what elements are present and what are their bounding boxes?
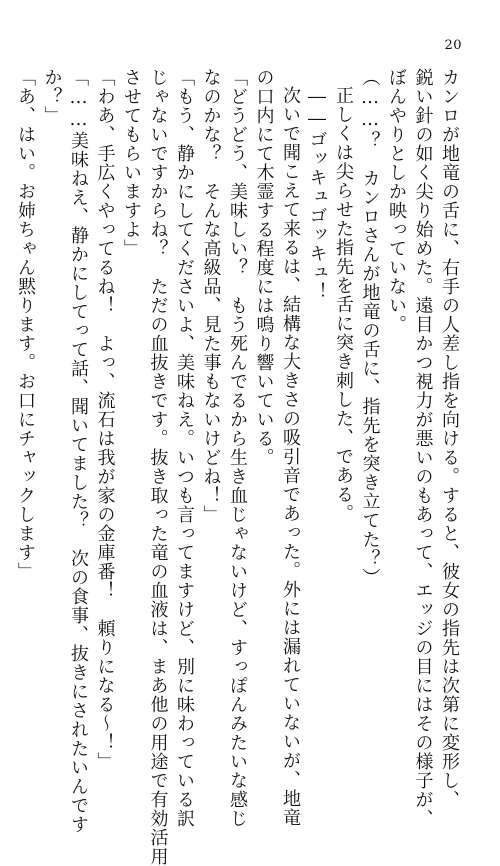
text-line: させてもらいますよ」	[121, 68, 142, 258]
text-line: ――ゴッキュゴッキュ！	[306, 86, 328, 301]
text-line: なのかな？ そんな高級品、見た事もないけどね！」	[200, 68, 222, 524]
text-line: の口内にて木霊する程度には鳴り響いている。	[253, 68, 275, 467]
text-line: じゃないですからね？ ただの血抜きです。抜き取った竜の血液は、まあ他の用途で有効活用	[147, 68, 169, 866]
text-line: 正しくは尖らせた指先を舌に突き刺した、である。	[333, 86, 354, 523]
text-line: 「もう、静かにしてくださいよ、美味ねえ。いつも言ってますけど、別に味わっている訳	[174, 68, 195, 828]
text-line: 「……美味ねえ、静かにしてって話、聞いてました？ 次の食事、抜きにされたいんです	[68, 68, 89, 834]
text-line: 「あ、はい。お姉ちゃん黙ります。お口にチャックします」	[15, 68, 36, 581]
text-line: 鋭い針の如く尖り始めた。遠目かつ視力が悪いのもあって、エッジの目にはその様子が、	[412, 68, 434, 828]
text-line: 「わあ、手広くやってるね！ よっ、流石は我が家の金庫番！ 頼りになる～！」	[94, 68, 116, 771]
text-line: 次いで聞こえて来るは、結構な大きさの吸引音であった。外には漏れていないが、地竜	[280, 86, 301, 827]
text-line: ぼんやりとしか映っていない。	[386, 68, 407, 334]
text-line: か？」	[41, 68, 63, 125]
text-line: カンロが地竜の舌に、右手の人差し指を向ける。すると、彼女の指先は次第に変形し、	[439, 68, 460, 809]
text-line: （……？ カンロさんが地竜の舌に、指先を突き立てた？）	[359, 68, 381, 587]
page-number: 20	[444, 38, 462, 53]
text-line: 「どうどう、美味しい？ もう死んでるから生き血じゃないけど、すっぽんみたいな感じ	[227, 68, 248, 828]
novel-text-body	[12, 68, 463, 866]
